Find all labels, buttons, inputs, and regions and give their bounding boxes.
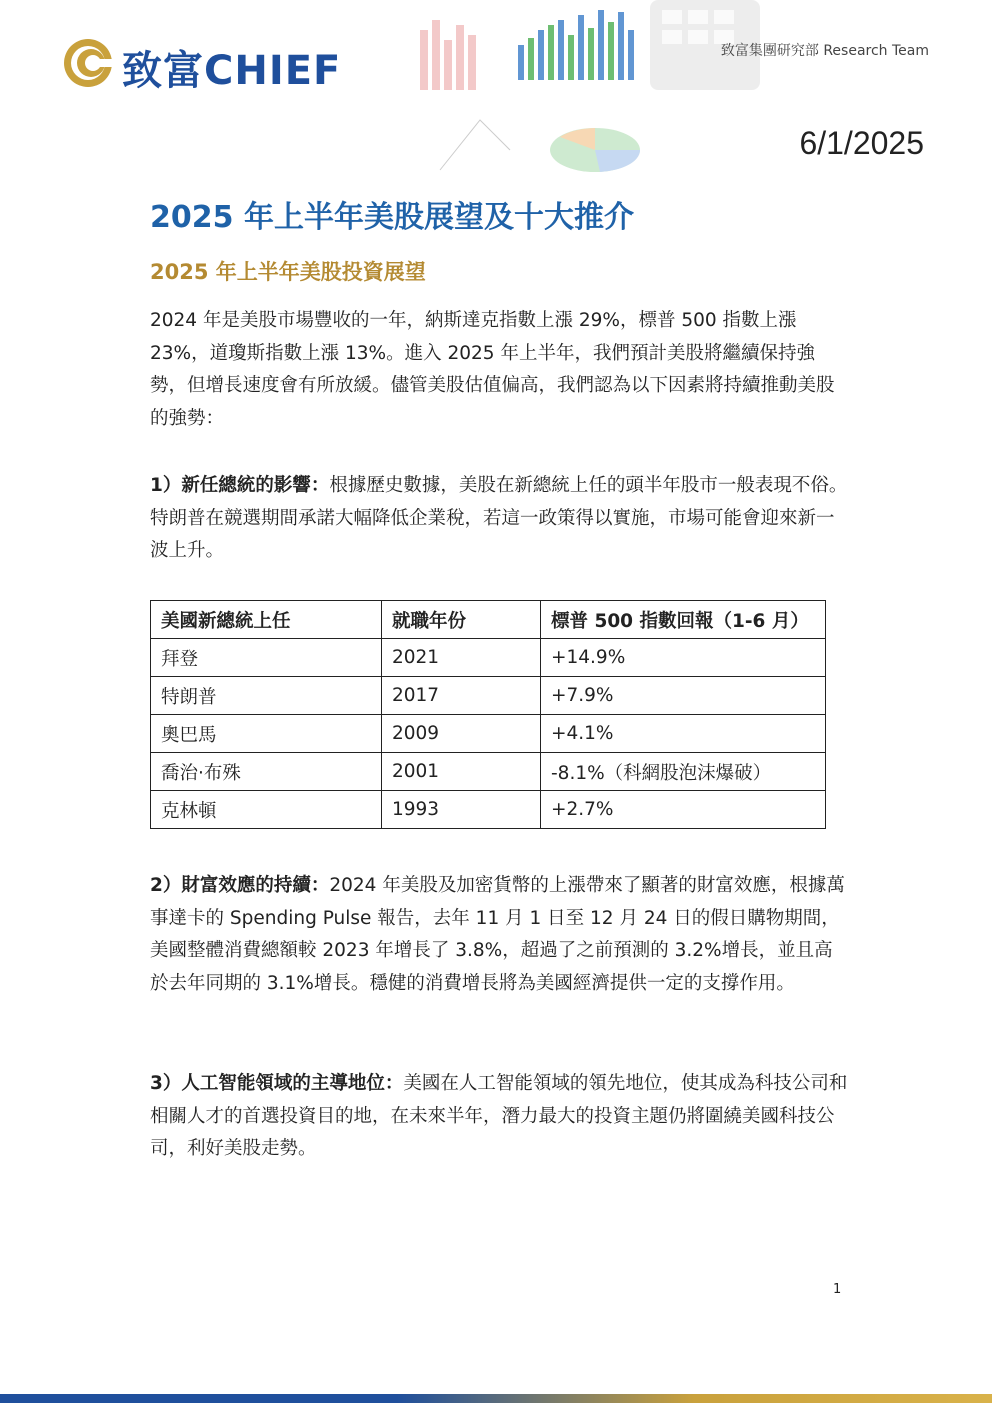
table-cell: +2.7% (541, 791, 826, 829)
table-cell: 2021 (382, 639, 541, 677)
president-returns-table (150, 600, 826, 829)
table-cell: 拜登 (151, 639, 382, 677)
point-2-text: 2024 年美股及加密貨幣的上漲帶來了顯著的財富效應，根據萬事達卡的 Spending Pulse 報告，去年 11 月 1 日至 12 月 24 日的假日購物期間，美國整體消費總額較 2023 年增長了 3.8%，超過了之前預測的 3.2%增長，並且高於去年同期的 3.1%增長。穩健的消費增長將為美國經濟提供一定的支撐作用。 (150, 875, 845, 994)
point-1-heading: 1）新任總統的影響： (150, 475, 330, 496)
point-2-paragraph (150, 870, 850, 1000)
table-row (151, 791, 826, 829)
table-header-cell: 標普 500 指數回報（1-6 月） (541, 601, 826, 639)
point-2-heading: 2）財富效應的持續： (150, 875, 330, 896)
point-3-text: 美國在人工智能領域的領先地位，使其成為科技公司和相關人才的首選投資目的地，在未來半年，潛力最大的投資主題仍將圍繞美國科技公司，利好美股走勢。 (150, 1073, 848, 1159)
table-header-row (151, 601, 826, 639)
table-cell: -8.1%（科網股泡沫爆破） (541, 753, 826, 791)
point-1-paragraph (150, 470, 850, 568)
table-header-cell: 就職年份 (382, 601, 541, 639)
page-number: 1 (833, 1282, 842, 1297)
report-date: 6/1/2025 (799, 125, 924, 161)
table-row (151, 677, 826, 715)
logo-text: 致富CHIEF (122, 48, 342, 94)
logo-swirl-icon (62, 37, 114, 89)
table-row (151, 639, 826, 677)
decorative-chart-image (400, 0, 760, 185)
company-logo (62, 37, 382, 94)
table-cell: 特朗普 (151, 677, 382, 715)
point-3-heading: 3）人工智能領域的主導地位： (150, 1073, 404, 1094)
table-cell: +14.9% (541, 639, 826, 677)
point-3-paragraph (150, 1068, 850, 1166)
research-team-label: 致富集團研究部 Research Team (720, 43, 929, 59)
document-title: 2025 年上半年美股展望及十大推介 (150, 200, 634, 235)
table-cell: 1993 (382, 791, 541, 829)
table-cell: 2009 (382, 715, 541, 753)
table-cell: 喬治·布殊 (151, 753, 382, 791)
table-cell: 克林頓 (151, 791, 382, 829)
table-cell: 奧巴馬 (151, 715, 382, 753)
intro-paragraph: 2024 年是美股市場豐收的一年，納斯達克指數上漲 29%，標普 500 指數上漲 23%，道瓊斯指數上漲 13%。進入 2025 年上半年，我們預計美股將繼續保持強勢，但增長速度會有所放緩。儘管美股估值偏高，我們認為以下因素將持續推動美股的強勢： (150, 310, 835, 429)
table-row (151, 715, 826, 753)
section-subtitle: 2025 年上半年美股投資展望 (150, 260, 426, 284)
page-header (0, 0, 992, 190)
table-header-cell: 美國新總統上任 (151, 601, 382, 639)
point-1-text: 根據歷史數據，美股在新總統上任的頭半年股市一般表現不俗。特朗普在競選期間承諾大幅降低企業稅，若這一政策得以實施，市場可能會迎來新一波上升。 (150, 475, 848, 561)
table-cell: 2017 (382, 677, 541, 715)
footer-color-bar (0, 1394, 992, 1403)
table-cell: +4.1% (541, 715, 826, 753)
table-cell: 2001 (382, 753, 541, 791)
table-row (151, 753, 826, 791)
table-cell: +7.9% (541, 677, 826, 715)
